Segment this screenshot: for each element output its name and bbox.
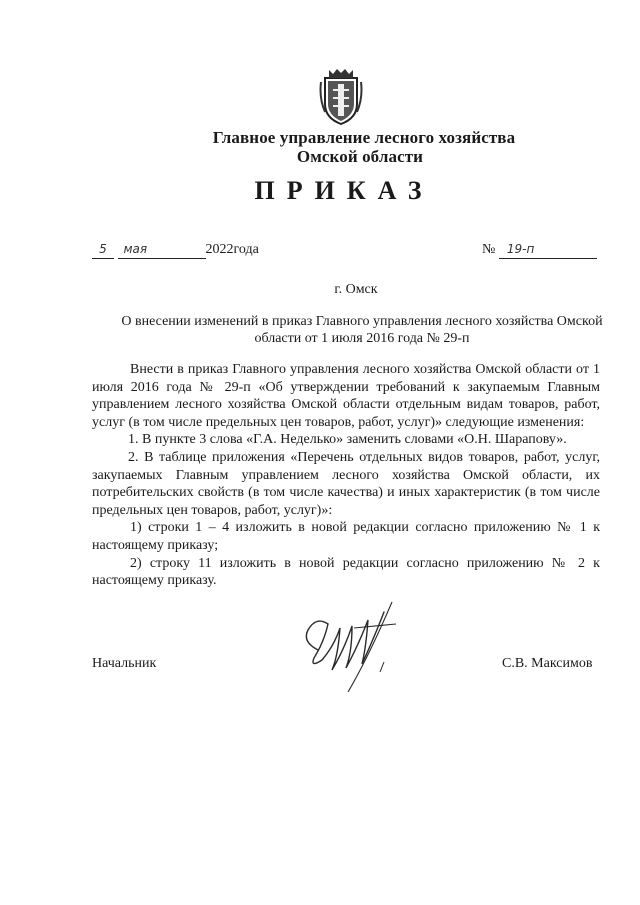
handwritten-signature xyxy=(288,598,418,694)
document-date xyxy=(92,240,259,259)
body-item-2: 2. В таблице приложения «Перечень отдельных видов товаров, работ, услуг, закупаемых Главным управлением лесного хозяйства Омской области, их потребительских свойств (в том числе качества) и иных характеристик (в том числе предельных цен товаров, работ, услуг)»: xyxy=(92,449,600,518)
date-month: мая xyxy=(118,240,206,259)
city-line: г. Омск xyxy=(334,282,378,297)
document-type-title: ПРИКАЗ xyxy=(254,176,434,205)
number-value: 19-п xyxy=(499,240,597,259)
body-intro: Внести в приказ Главного управления лесного хозяйства Омской области от 1 июля 2016 года № 29-п «Об утверждении требований к закупаемым Главным управлением лесного хозяйства Омской области отдельным видам товаров, работ, услуг (в том числе предельных цен товаров, работ, услуг)» следующие изменения: xyxy=(92,362,600,430)
body-item-1: 1. В пункте 3 слова «Г.А. Неделько» заменить словами «О.Н. Шарапову». xyxy=(128,432,567,448)
organization-name-line1: Главное управление лесного хозяйства xyxy=(212,128,516,147)
date-year: 2022 xyxy=(205,242,234,257)
order-body xyxy=(92,361,600,590)
organization-name-line2: Омской области xyxy=(296,147,424,166)
signatory-title: Начальник xyxy=(92,656,157,671)
body-subitem-1: 1) строки 1 – 4 изложить в новой редакции согласно приложению № 1 к настоящему приказу; xyxy=(92,520,600,553)
coat-of-arms-icon xyxy=(319,68,363,126)
body-subitem-2: 2) строку 11 изложить в новой редакции согласно приложению № 2 к настоящему приказу. xyxy=(92,555,600,589)
number-label: № xyxy=(482,242,496,257)
document-number xyxy=(482,240,597,259)
order-subject: О внесении изменений в приказ Главного управления лесного хозяйства Омской области от 1 июля 2016 года № 29-п xyxy=(121,314,603,346)
date-suffix: года xyxy=(233,242,259,257)
date-day: 5 xyxy=(92,240,114,259)
signatory-name: С.В. Максимов xyxy=(502,656,593,671)
